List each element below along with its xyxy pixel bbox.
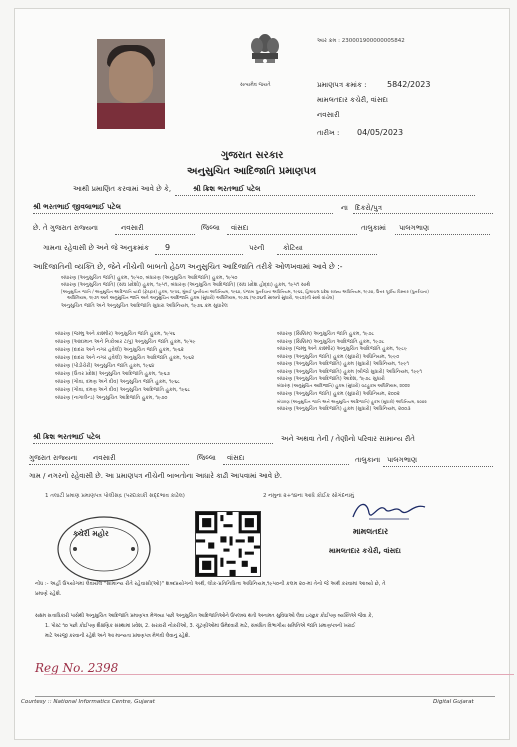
order-right-item: બંધારણ (અનુસુચિત આદિજાતિ) હુકમ (બીજો સુધારો) અધિનિયમ, ૧૯૯૧: [277, 368, 422, 375]
signatory-title: મામલતદાર: [353, 527, 389, 536]
order-right-item: બંધારણ (અનુસુચિત આદિજાતિ) હુકમ (સુધારો) વટહુકમ અધિનિયમ, ૨૦૦૨: [277, 383, 410, 389]
order-left-item: બંધારણ (પોંડીચેરી) અનુસુચિત જાતિ હુકમ, ૧૯૬૪: [55, 363, 155, 369]
order-right-item: બંધારણ (અનુસુચિત આદિજાતિ) હુકમ (સુધારો) અધિનિયમ, ૨૦૦૩: [277, 406, 411, 412]
qr-code-icon: [195, 511, 261, 577]
serial-value: 9: [165, 243, 171, 252]
certificate-no-label: પ્રમાણપત્ર ક્રમાંક :: [317, 81, 367, 89]
note-3: 1. પોસ્ટ ૧૦ પછી કોઈપણ શૈક્ષણિક સંસ્થામાં પ્રવેશ, 2. સરકારી નોકરીઓ, 3. ચૂંટણીઓમાં ઉમેદવારી માટે, સંબંધિત વિભાગીય સમિતિએ જાતિ પ્રમાણપત્રની ખરાઈ: [45, 623, 356, 629]
order-right-item: બંધારણ (અનુસુચિત જાતિ અને અનુસુચિત આદિજાતિ) હુકમ (સુધારો) અધિનિયમ, ૨૦૦૨: [277, 398, 427, 404]
signature-icon: [349, 495, 429, 525]
serial-number: આર ક્રમ : 230001900000005842: [317, 38, 405, 44]
header-district: નવસારી: [317, 111, 340, 119]
parni-label: પરની: [249, 244, 265, 252]
district-label: જિલ્લા: [201, 224, 220, 232]
residence-tail: ગામ / નગરનો રહેવાસી છે. આ પ્રમાણપત્ર નીચેની બાબતોના આધારે કાઢી આપવામાં આવે છે.: [29, 472, 282, 480]
issuing-office: મામલતદાર કચેરી, વાંસદા: [317, 96, 388, 104]
handwritten-reg-no: Reg No. 2398: [35, 661, 119, 675]
order-right-item: બંધારણ (અનુસુચિત જાતિ) હુકમ (સુધારો) અધિનિયમ, ૨૦૦૨: [277, 391, 400, 397]
residence-district: નવસારી: [93, 454, 116, 462]
order-1: બંધારણ (અનુસુચિત જાતિ) હુકમ, ૧૯૫૦, બંધારણ (અનુસુચિત આદિજાતિ) હુકમ, ૧૯૫૦: [61, 275, 238, 281]
order-left-item: બંધારણ (ગોવા, દમણ અને દીવ) અનુસુચિત આદિજાતિ હુકમ, ૧૯૬૮: [55, 387, 191, 393]
applicant-photo: [97, 39, 165, 129]
office-seal-icon: [55, 514, 153, 584]
village-text: ગામના રહેવાસી છે અને જે અનુક્રમાંક: [43, 244, 149, 252]
date-label: તારીખ :: [317, 129, 340, 137]
na-label: ના: [341, 204, 348, 212]
note-1: નોંધ :- અહીં ઉપયોગમાં લેવાયેલ "સામાન્ય રીતે રહેવાસી(ઓ)" શબ્દપ્રયોગનો અર્થ, લોક-પ્રતિનિધિત્વ અધિનિયમ,૧૯૫૦ની કલમ ૨૦-માં તેનો જે અર્થ કરવામાં આવ્યો છે, તે: [35, 581, 386, 587]
intro-text: આથી પ્રમાણિત કરવામાં આવે છે કે,: [73, 185, 172, 193]
order-left-item: બંધારણ (જમ્મુ અને કાશ્મીર) અનુસુચિત જાતિ હુકમ, ૧૯૫૬: [55, 331, 176, 337]
issue-date: 04/05/2023: [357, 128, 404, 137]
residence-text: અને અથવા તેની / તેણીનો પરિવાર સામાન્ય રીતે: [281, 435, 415, 443]
orders-left-column: [55, 331, 195, 402]
order-right-item: બંધારણ (સિક્કિમ) અનુસુચિત આદિજાતિ હુકમ, ૧૯૭૮: [277, 338, 385, 345]
certificate-no: 5842/2023: [387, 80, 431, 89]
residence-taluka: વાંસદા: [227, 454, 245, 462]
tribe-list-intro: આદિજાતિની વ્યક્તિ છે, જેને નીચેની બાબતો હેઠળ અનુસુચિત આદિજાતિ તરીકે ઓળખવામાં આવે છે :-: [33, 262, 343, 271]
relation: દિકરો/પુત્ર: [355, 204, 383, 212]
order-left-item: બંધારણ (ઉત્તર પ્રદેશ) અનુસુચિત આદિજાતિ હુકમ, ૧૯૬૭: [55, 371, 170, 377]
order-2: બંધારણ (અનુસુચિત જાતિ) (સંઘ પ્રદેશો) હુકમ, ૧૯૫૧, બંધારણ (અનુસુચિત આદિજાતિ) (સંઘ પ્રદેશ હોદ્દા) હુકમ, ૧૯૫૧ સાથે: [61, 282, 311, 288]
order-right-item: બંધારણ (સિક્કિમ) અનુસુચિત જાતિ હુકમ, ૧૯૭૮: [277, 331, 375, 337]
footer-courtesy: Courtesy :: National Informatics Centre, Gujarat: [21, 699, 155, 705]
certificate-sheet: [14, 8, 510, 740]
basis-2: 2 નમુના ૨+૧૪ના આધે કોઈક સોગંદનામું: [263, 493, 354, 499]
village-value: પાલગભાણ: [399, 224, 430, 232]
note-4: માટે અરજી કરવાની રહેશે અને આ માન્યતા પ્રમાણપત્ર મેળવી લેવાનું રહેશે.: [45, 633, 191, 639]
district-value: નવસારી: [121, 224, 144, 232]
order-3: [અનુસુચિત જાતિ / અનુસુચિત આદિજાતિ યાદી (ફેરફાર) હુકમ, ૧૯૫૬, મુંબઈ પુનર્રચના અધિનિયમ, ૧૯૬૦, પંજાબ પુનર્રચના અધિનિયમ, ૧૯૬૬, હિમાચલ પ્રદેશ રાજ્ય અધિનિયમ, ૧૯૭૦, ઉત્તર પૂર્વીય વિસ્તાર (પુનર્રચના): [61, 289, 429, 294]
residence-village: પાલગભાણ: [387, 456, 418, 464]
order-left-item: બંધારણ (નાગાલેન્ડ) અનુસુચિત આદિજાતિ હુકમ, ૧૯૭૦: [55, 395, 168, 401]
emblem-caption: સત્યમેવ જયતે: [240, 82, 271, 88]
taluka-label: તાલુકામાં: [361, 224, 386, 232]
taluka-value: વાંસદા: [231, 224, 249, 232]
order-right-item: બંધારણ (અનુસુચિત આદિજાતિ) આદેશ, ૧૯૭૮ સુધારો: [277, 376, 385, 382]
note-2: સક્ષમ સત્તાધિકારી પાસેથી અનુસુચિત આદિજાતિ પ્રમાણપત્ર મેળવ્યા પછી અનુસુચિત આદિજાતિઓને ઉપલબ્ધ થતી અનામત સુવિધાઓ લેવા ઇચ્છુક કોઈપણ વ્યક્તિએ જેવા કે,: [35, 613, 374, 619]
order-left-item: બંધારણ (આંદામાન અને નિકોબાર ટાપુ) અનુસુચિત જાતિ હુકમ, ૧૯૫૯: [55, 339, 196, 345]
order-left-item: બંધારણ (ગોવા, દમણ અને દીવ) અનુસુચિત જાતિ હુકમ, ૧૯૬૮: [55, 379, 180, 385]
note-1b: પ્રમાણે રહેશે.: [35, 591, 62, 597]
government-title: ગુજરાત સરકાર: [221, 150, 284, 161]
footer-digital-gujarat: Digital Gujarat: [433, 699, 474, 705]
seal-text: ક્ચેરી મહોર: [73, 529, 109, 538]
state-text: છે. તે ગુજરાત રાજ્યના: [33, 224, 98, 232]
order-left-item: બંધારણ (દાદરા અને નગર હવેલી) અનુસુચિત જાતિ હુકમ, ૧૯૬૨: [55, 347, 184, 353]
residence-district-label: જિલ્લા: [197, 454, 216, 462]
orders-right-column: [277, 331, 427, 413]
signatory-office: મામલતદાર કચેરી, વાંસદા: [329, 547, 401, 555]
order-left-item: બંધારણ (દાદરા અને નગર હવેલી) અનુસુચિત આદિજાતિ હુકમ, ૧૯૬૨: [55, 355, 195, 361]
order-right-item: બંધારણ (અનુસુચિત જાતિ) હુકમ (સુધારો) અધિનિયમ, ૧૯૯૦: [277, 353, 400, 360]
national-emblem-icon: [243, 31, 287, 81]
order-4: અધિનિયમ, ૧૯૭૧ અને અનુસુચિત જાતિ અને અનુસુચિત આદિજાતિ હુકમ (સુધારો) અધિનિયમ, ૧૯૭૬ (૧૯૭૬ની સાલનો સુધારો, ૧૯૮૨)ની સાથે વાંચેલ]: [67, 296, 334, 301]
residence-state: ગુજરાત રાજ્યના: [29, 454, 78, 462]
residence-name: શ્રી ક્રિશ ભરતભાઈ પટેલ: [33, 433, 101, 441]
applicant-name: શ્રી ક્રિશ ભરતભાઈ પટેલ: [193, 185, 261, 193]
order-right-item: બંધારણ (અનુસુચિત આદિજાતિ) હુકમ (સુધારો) અધિનિયમ, ૧૯૯૧: [277, 361, 409, 367]
father-name: શ્રી ભરતભાઈ જીવલાભાઈ પટેલ: [33, 203, 121, 211]
basis-1: 1 તલાટી પ્રમાણ પ્રમાણપત્ર પોલીસદ્ર (પરદાકાકી સદ્દભાવ કાઢેલ): [45, 493, 185, 499]
tribe-value: કોટિયા: [283, 244, 303, 252]
residence-taluka-label: તાલુકાના: [355, 456, 381, 464]
order-right-item: બંધારણ (જમ્મુ અને કાશ્મીર) અનુસુચિત આદિજાતિ હુકમ, ૧૯૮૯: [277, 346, 408, 352]
order-5: અનુસુચિત જાતિ અને અનુસુચિત આદિજાતિ સુધારા અધિનિયમ, ૧૯૭૬ ક્રમ સુધારેલ: [61, 303, 228, 309]
certificate-title: અનુસુચિત આદિજાતિ પ્રમાણપત્ર: [187, 166, 317, 177]
